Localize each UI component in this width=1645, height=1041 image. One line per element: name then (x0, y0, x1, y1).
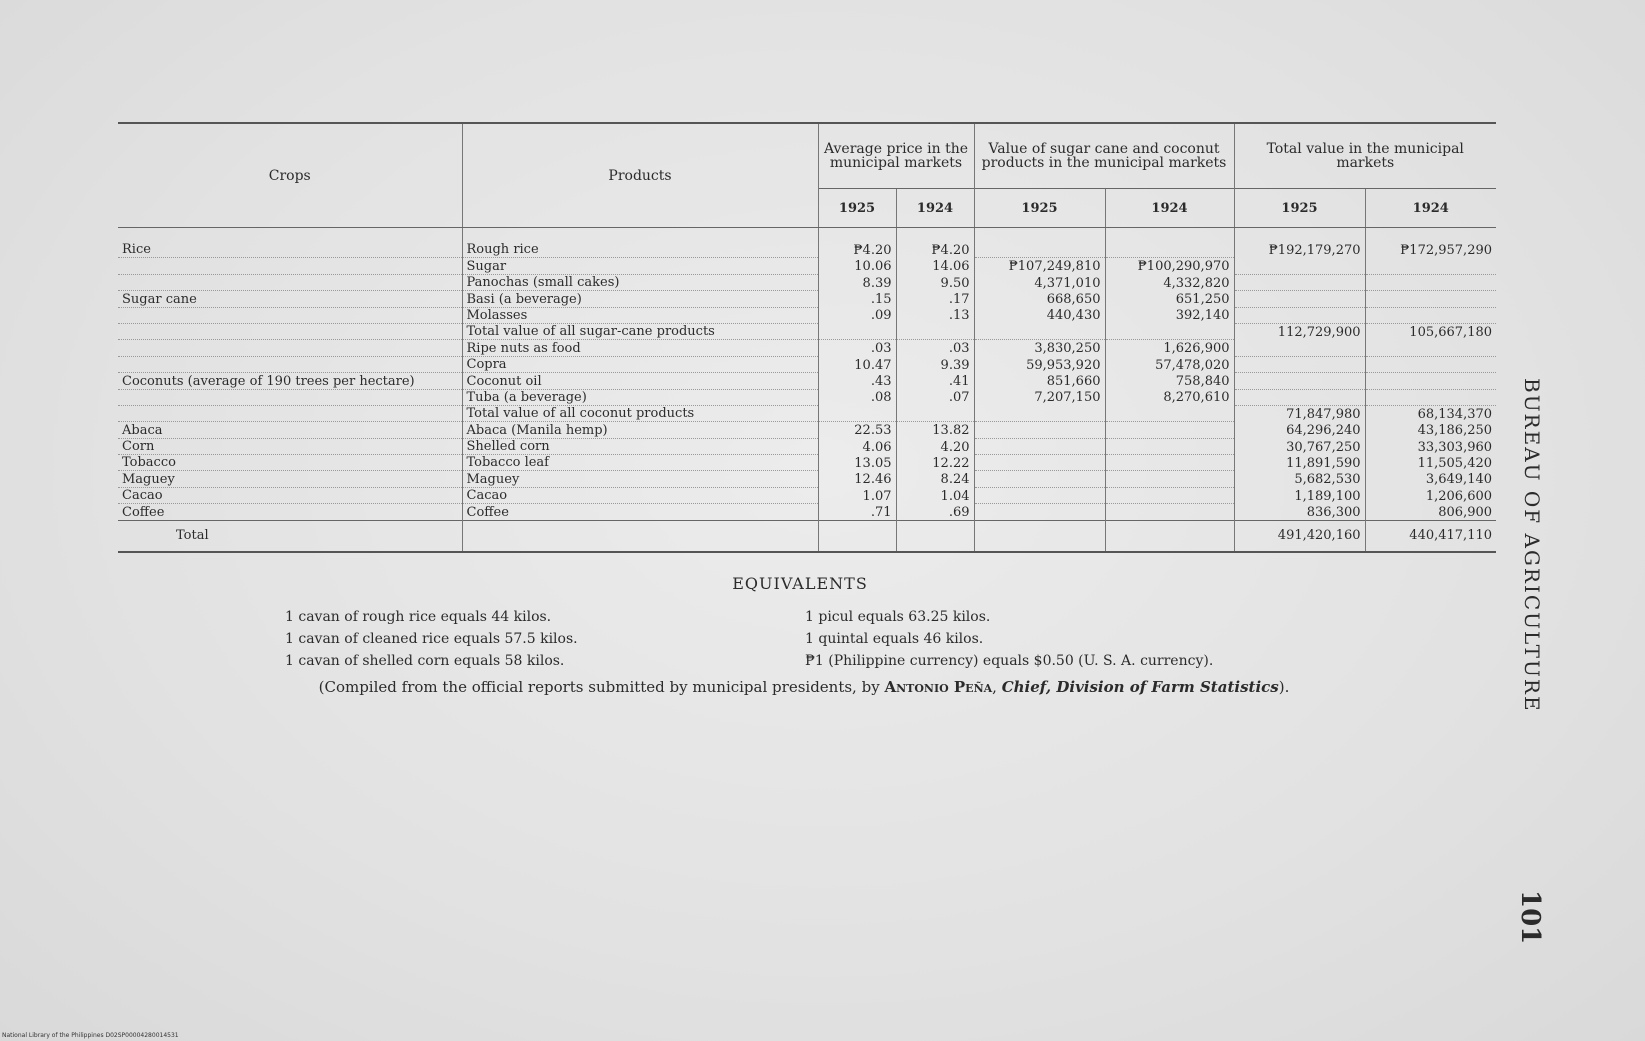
price-1925-cell: ₱4.20 (818, 228, 896, 258)
table-row (118, 228, 1496, 258)
total-1924-cell: 11,505,420 (1365, 455, 1496, 471)
price-1924-cell (896, 323, 974, 339)
product-cell: Panochas (small cakes) (462, 274, 818, 290)
value-1924-cell: 1,626,900 (1105, 340, 1234, 356)
total-1925-cell: 5,682,530 (1234, 471, 1365, 487)
running-head: BUREAU OF AGRICULTURE (1520, 378, 1544, 713)
product-cell: Total value of all sugar-cane products (462, 323, 818, 339)
table-row (118, 438, 1496, 454)
total-1925-cell (1234, 258, 1365, 274)
price-1924-cell (896, 405, 974, 421)
product-cell: Maguey (462, 471, 818, 487)
price-1925-cell (818, 405, 896, 421)
crop-value-table (118, 122, 1496, 553)
total-label: Total (118, 520, 462, 552)
table-row (118, 422, 1496, 438)
value-1924-cell: 8,270,610 (1105, 389, 1234, 405)
total-1925-cell (1234, 340, 1365, 356)
total-1925-cell: ₱192,179,270 (1234, 228, 1365, 258)
table-row (118, 356, 1496, 372)
equivalents-title: EQUIVALENTS (732, 574, 868, 593)
total-1924-cell (1365, 389, 1496, 405)
product-cell: Tuba (a beverage) (462, 389, 818, 405)
compiled-prefix: (Compiled from the official reports submitted by municipal presidents, by (318, 678, 885, 696)
total-1925-cell (1234, 307, 1365, 323)
total-1925-cell: 71,847,980 (1234, 405, 1365, 421)
product-cell: Cacao (462, 487, 818, 503)
table-body (118, 228, 1496, 521)
crop-cell (118, 274, 462, 290)
table-row (118, 274, 1496, 290)
crop-cell: Maguey (118, 471, 462, 487)
crop-cell (118, 356, 462, 372)
total-value-1924: 440,417,110 (1365, 520, 1496, 552)
value-1925-cell (974, 228, 1105, 258)
header-products: Products (462, 123, 818, 228)
price-1925-cell: 10.47 (818, 356, 896, 372)
product-cell: Ripe nuts as food (462, 340, 818, 356)
price-1924-cell: .03 (896, 340, 974, 356)
crop-cell: Coffee (118, 504, 462, 520)
total-1924-cell: 43,186,250 (1365, 422, 1496, 438)
compiler-name: Antonio Peña (884, 678, 993, 696)
price-1924-cell: 4.20 (896, 438, 974, 454)
crop-cell (118, 340, 462, 356)
total-1924-cell: 68,134,370 (1365, 405, 1496, 421)
value-1924-cell (1105, 323, 1234, 339)
value-1925-cell: 7,207,150 (974, 389, 1105, 405)
crop-cell: Sugar cane (118, 291, 462, 307)
total-1925-cell (1234, 291, 1365, 307)
value-1925-cell: 3,830,250 (974, 340, 1105, 356)
value-1924-cell: 651,250 (1105, 291, 1234, 307)
price-1924-cell: 13.82 (896, 422, 974, 438)
header-total-1925: 1925 (1234, 189, 1365, 228)
price-1924-cell: ₱4.20 (896, 228, 974, 258)
crop-cell (118, 389, 462, 405)
total-1924-cell (1365, 373, 1496, 389)
price-1925-cell: 22.53 (818, 422, 896, 438)
value-1924-cell (1105, 228, 1234, 258)
crop-cell: Cacao (118, 487, 462, 503)
price-1924-cell: 8.24 (896, 471, 974, 487)
equivalents-right (805, 606, 1213, 672)
value-1925-cell (974, 323, 1105, 339)
value-1925-cell (974, 487, 1105, 503)
compiler-title: Chief, Division of Farm Statistics (1001, 678, 1279, 696)
total-v25-cell (974, 520, 1105, 552)
total-1924-cell (1365, 356, 1496, 372)
table-row (118, 389, 1496, 405)
value-1924-cell: 758,840 (1105, 373, 1234, 389)
price-1924-cell: 1.04 (896, 487, 974, 503)
price-1924-cell: .07 (896, 389, 974, 405)
total-p25-cell (818, 520, 896, 552)
total-row (118, 520, 1496, 552)
page-number: 101 (1515, 890, 1545, 945)
footer-credit: National Library of the Philippines D02SP00004280014531 (2, 1032, 179, 1039)
value-1924-cell (1105, 438, 1234, 454)
price-1925-cell: 1.07 (818, 487, 896, 503)
equivalent-line: ₱1 (Philippine currency) equals $0.50 (U. S. A. currency). (805, 653, 1214, 669)
total-1924-cell (1365, 274, 1496, 290)
value-1925-cell (974, 422, 1105, 438)
table-row (118, 373, 1496, 389)
compiled-note (0, 678, 1608, 696)
product-cell: Tobacco leaf (462, 455, 818, 471)
price-1925-cell: 4.06 (818, 438, 896, 454)
value-1925-cell (974, 504, 1105, 520)
header-value-sugar-coconut: Value of sugar cane and coconut products in the municipal markets (974, 123, 1234, 189)
crop-cell: Coconuts (average of 190 trees per hectare) (118, 373, 462, 389)
crop-cell (118, 258, 462, 274)
total-1924-cell: ₱172,957,290 (1365, 228, 1496, 258)
total-1925-cell: 11,891,590 (1234, 455, 1365, 471)
header-total-value: Total value in the municipal markets (1234, 123, 1496, 189)
value-1924-cell: 4,332,820 (1105, 274, 1234, 290)
crop-cell: Rice (118, 228, 462, 258)
equivalent-line: 1 picul equals 63.25 kilos. (805, 609, 991, 625)
crop-cell: Tobacco (118, 455, 462, 471)
product-cell: Copra (462, 356, 818, 372)
price-1924-cell: 12.22 (896, 455, 974, 471)
header-total-1924: 1924 (1365, 189, 1496, 228)
product-cell: Rough rice (462, 228, 818, 258)
total-1924-cell (1365, 307, 1496, 323)
price-1925-cell: 8.39 (818, 274, 896, 290)
value-1924-cell: ₱100,290,970 (1105, 258, 1234, 274)
equivalent-line: 1 cavan of rough rice equals 44 kilos. (285, 609, 552, 625)
price-1925-cell: .71 (818, 504, 896, 520)
price-1924-cell: .13 (896, 307, 974, 323)
value-1925-cell: ₱107,249,810 (974, 258, 1105, 274)
header-price-1925: 1925 (818, 189, 896, 228)
price-1925-cell: 10.06 (818, 258, 896, 274)
equivalent-line: 1 cavan of cleaned rice equals 57.5 kilos. (285, 631, 578, 647)
crop-cell (118, 323, 462, 339)
total-1924-cell: 105,667,180 (1365, 323, 1496, 339)
price-1925-cell: 13.05 (818, 455, 896, 471)
total-1924-cell (1365, 340, 1496, 356)
value-1925-cell: 851,660 (974, 373, 1105, 389)
value-1925-cell: 59,953,920 (974, 356, 1105, 372)
equivalents-left (285, 606, 578, 672)
value-1924-cell (1105, 405, 1234, 421)
product-cell: Total value of all coconut products (462, 405, 818, 421)
table-row (118, 340, 1496, 356)
value-1924-cell: 57,478,020 (1105, 356, 1234, 372)
total-1925-cell: 64,296,240 (1234, 422, 1365, 438)
crop-cell: Corn (118, 438, 462, 454)
table-row (118, 291, 1496, 307)
table-row (118, 307, 1496, 323)
product-cell: Abaca (Manila hemp) (462, 422, 818, 438)
price-1924-cell: 14.06 (896, 258, 974, 274)
total-1925-cell (1234, 356, 1365, 372)
equivalent-line: 1 quintal equals 46 kilos. (805, 631, 984, 647)
total-1925-cell (1234, 373, 1365, 389)
price-1925-cell: .15 (818, 291, 896, 307)
total-1925-cell: 1,189,100 (1234, 487, 1365, 503)
price-1925-cell: .08 (818, 389, 896, 405)
price-1924-cell: .17 (896, 291, 974, 307)
table-row (118, 471, 1496, 487)
total-1925-cell: 836,300 (1234, 504, 1365, 520)
compiled-suffix: ). (1278, 678, 1290, 696)
value-1924-cell (1105, 455, 1234, 471)
total-1925-cell (1234, 389, 1365, 405)
value-1925-cell: 668,650 (974, 291, 1105, 307)
value-1925-cell: 4,371,010 (974, 274, 1105, 290)
total-1925-cell: 112,729,900 (1234, 323, 1365, 339)
table-row (118, 504, 1496, 520)
product-cell: Shelled corn (462, 438, 818, 454)
table-row (118, 258, 1496, 274)
equivalent-line: 1 cavan of shelled corn equals 58 kilos. (285, 653, 565, 669)
price-1924-cell: 9.39 (896, 356, 974, 372)
value-1924-cell (1105, 504, 1234, 520)
product-cell: Coffee (462, 504, 818, 520)
value-1924-cell: 392,140 (1105, 307, 1234, 323)
total-products-cell (462, 520, 818, 552)
price-1924-cell: .69 (896, 504, 974, 520)
product-cell: Coconut oil (462, 373, 818, 389)
total-v24-cell (1105, 520, 1234, 552)
value-1924-cell (1105, 471, 1234, 487)
header-value-1924: 1924 (1105, 189, 1234, 228)
total-1924-cell: 806,900 (1365, 504, 1496, 520)
value-1924-cell (1105, 422, 1234, 438)
price-1925-cell: .03 (818, 340, 896, 356)
product-cell: Basi (a beverage) (462, 291, 818, 307)
product-cell: Molasses (462, 307, 818, 323)
total-p24-cell (896, 520, 974, 552)
crop-cell (118, 405, 462, 421)
total-1924-cell (1365, 258, 1496, 274)
compiled-sep: , (992, 678, 1002, 696)
price-1924-cell: 9.50 (896, 274, 974, 290)
price-1925-cell: .43 (818, 373, 896, 389)
header-avg-price: Average price in the municipal markets (818, 123, 974, 189)
total-value-1925: 491,420,160 (1234, 520, 1365, 552)
value-1925-cell (974, 471, 1105, 487)
price-1925-cell (818, 323, 896, 339)
product-cell: Sugar (462, 258, 818, 274)
table-row (118, 323, 1496, 339)
crop-cell: Abaca (118, 422, 462, 438)
table-row (118, 455, 1496, 471)
table-row (118, 487, 1496, 503)
total-1924-cell: 33,303,960 (1365, 438, 1496, 454)
header-price-1924: 1924 (896, 189, 974, 228)
total-1924-cell (1365, 291, 1496, 307)
price-1925-cell: 12.46 (818, 471, 896, 487)
total-1924-cell: 3,649,140 (1365, 471, 1496, 487)
value-1925-cell (974, 455, 1105, 471)
header-crops: Crops (118, 123, 462, 228)
crop-cell (118, 307, 462, 323)
total-1925-cell: 30,767,250 (1234, 438, 1365, 454)
value-1924-cell (1105, 487, 1234, 503)
total-1924-cell: 1,206,600 (1365, 487, 1496, 503)
table-row (118, 405, 1496, 421)
header-value-1925: 1925 (974, 189, 1105, 228)
value-1925-cell (974, 438, 1105, 454)
value-1925-cell: 440,430 (974, 307, 1105, 323)
value-1925-cell (974, 405, 1105, 421)
total-1925-cell (1234, 274, 1365, 290)
price-1924-cell: .41 (896, 373, 974, 389)
price-1925-cell: .09 (818, 307, 896, 323)
